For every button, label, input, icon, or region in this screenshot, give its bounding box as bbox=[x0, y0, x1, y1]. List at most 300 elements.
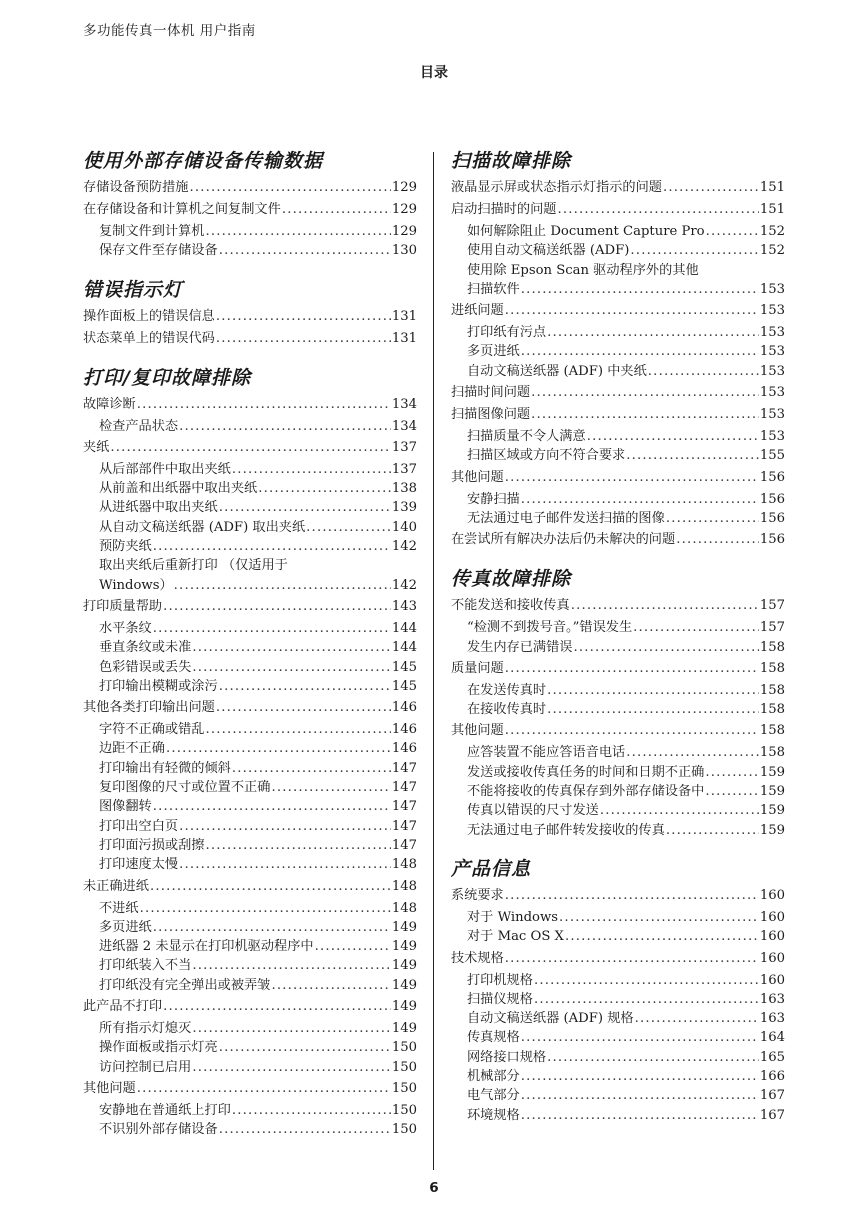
toc-page-number: 158 bbox=[759, 639, 785, 655]
toc-entry[interactable] bbox=[83, 1079, 417, 1099]
toc-page-number: 142 bbox=[391, 577, 417, 593]
toc-subentry[interactable] bbox=[83, 537, 417, 556]
toc-subentry[interactable] bbox=[451, 971, 785, 990]
toc-entry-text: 垂直条纹或未准 bbox=[99, 640, 192, 656]
toc-entry[interactable] bbox=[451, 659, 785, 679]
toc-page-number: 149 bbox=[391, 977, 417, 993]
toc-subentry[interactable] bbox=[451, 821, 785, 840]
toc-entry-text: 不能将接收的传真保存到外部存储设备中 bbox=[467, 784, 705, 800]
dot-leader bbox=[626, 446, 759, 465]
toc-page-number: 160 bbox=[759, 929, 785, 945]
dot-leader bbox=[163, 997, 391, 1017]
dot-leader bbox=[219, 1120, 391, 1139]
toc-page-number: 164 bbox=[759, 1030, 785, 1046]
section-title: 传真故障排除 bbox=[451, 568, 572, 591]
dot-leader bbox=[206, 836, 391, 855]
toc-page-number: 153 bbox=[759, 429, 785, 445]
dot-leader bbox=[192, 658, 391, 677]
dot-leader bbox=[137, 1079, 391, 1099]
toc-entry-text: 其他各类打印输出问题 bbox=[83, 700, 215, 716]
toc-entry-text: 打印出空白页 bbox=[99, 818, 179, 834]
toc-page-number: 147 bbox=[391, 799, 417, 815]
toc-entry[interactable] bbox=[83, 200, 417, 220]
dot-leader bbox=[521, 490, 759, 509]
toc-entry-text: 扫描质量不令人满意 bbox=[467, 429, 586, 445]
toc-entry-text: 未正确进纸 bbox=[83, 878, 149, 894]
toc-page-number: 147 bbox=[391, 760, 417, 776]
toc-subentry[interactable] bbox=[451, 1028, 785, 1047]
toc-entry-text: 进纸器 2 未显示在打印机驱动程序中 bbox=[99, 939, 314, 955]
toc-entry-text: 检查产品状态 bbox=[99, 418, 179, 434]
dot-leader bbox=[206, 720, 391, 739]
toc-page-number: 139 bbox=[391, 500, 417, 516]
toc-entry-text: 状态菜单上的错误代码 bbox=[83, 330, 215, 346]
toc-entry-text: 复制文件到计算机 bbox=[99, 224, 205, 239]
toc-subentry[interactable] bbox=[83, 417, 417, 436]
toc-subentry[interactable] bbox=[83, 976, 417, 995]
toc-page-number: 149 bbox=[391, 958, 417, 974]
toc-page-number: 156 bbox=[759, 532, 785, 548]
toc-entry-text: 此产品不打印 bbox=[83, 999, 163, 1015]
dot-leader bbox=[531, 383, 759, 403]
toc-entry[interactable] bbox=[451, 886, 785, 906]
toc-subentry[interactable] bbox=[83, 518, 417, 537]
toc-page-number: 146 bbox=[391, 722, 417, 738]
toc-entry-text: 使用自动文稿送纸器 (ADF) bbox=[467, 243, 630, 259]
toc-entry-text: 自动文稿送纸器 (ADF) 规格 bbox=[467, 1011, 634, 1027]
toc-page-number: 153 bbox=[759, 344, 785, 360]
toc-entry-text: 其他问题 bbox=[83, 1080, 136, 1096]
toc-entry-text: 自动文稿送纸器 (ADF) 中夹纸 bbox=[467, 363, 647, 379]
toc-entry-text: 多页进纸 bbox=[99, 919, 152, 935]
toc-entry-text: 预防夹纸 bbox=[99, 539, 152, 555]
dot-leader bbox=[630, 241, 758, 260]
toc-entry-text: 发送或接收传真任务的时间和日期不正确 bbox=[467, 764, 705, 780]
dot-leader bbox=[521, 1086, 759, 1105]
toc-entry[interactable] bbox=[451, 301, 785, 321]
dot-leader bbox=[706, 222, 759, 241]
toc-subentry[interactable] bbox=[451, 681, 785, 700]
toc-subentry[interactable] bbox=[451, 782, 785, 801]
toc-page-number: 137 bbox=[391, 439, 417, 455]
toc-subentry[interactable] bbox=[451, 323, 785, 342]
document-header: 多功能传真一体机 用户指南 bbox=[83, 23, 256, 39]
toc-entry-text: 不识别外部存储设备 bbox=[99, 1122, 218, 1138]
toc-subentry[interactable] bbox=[83, 1058, 417, 1077]
toc-entry-text: 如何解除阻止 Document Capture Pro bbox=[467, 224, 705, 239]
dot-leader bbox=[521, 342, 759, 361]
toc-entry[interactable] bbox=[451, 530, 785, 550]
toc-page-number: 129 bbox=[391, 224, 417, 239]
dot-leader bbox=[192, 956, 391, 975]
toc-page-number: 157 bbox=[759, 620, 785, 636]
toc-subentry[interactable] bbox=[451, 1009, 785, 1028]
toc-entry-text: 扫描仪规格 bbox=[467, 991, 533, 1007]
toc-entry-text: 其他问题 bbox=[451, 723, 504, 739]
toc-page-number: 159 bbox=[759, 784, 785, 800]
toc-entry-text: 在发送传真时 bbox=[467, 682, 547, 698]
dot-leader bbox=[219, 677, 391, 696]
dot-leader bbox=[635, 1009, 759, 1028]
toc-page-number: 152 bbox=[759, 224, 785, 239]
toc-page-number: 151 bbox=[759, 202, 785, 217]
toc-page-number: 148 bbox=[391, 900, 417, 916]
dot-leader bbox=[521, 1028, 759, 1047]
dot-leader bbox=[505, 949, 759, 969]
toc-entry-text: 所有指示灯熄灭 bbox=[99, 1021, 192, 1037]
dot-leader bbox=[232, 759, 391, 778]
toc-subentry[interactable] bbox=[451, 927, 785, 946]
toc-page-number: 150 bbox=[391, 1102, 417, 1118]
section-title: 使用外部存储设备传输数据 bbox=[83, 150, 324, 172]
dot-leader bbox=[558, 200, 759, 220]
toc-subentry[interactable] bbox=[83, 1120, 417, 1139]
toc-entry-text: 打印面污损或刮擦 bbox=[99, 837, 205, 853]
dot-leader bbox=[705, 782, 758, 801]
toc-subentry[interactable] bbox=[451, 763, 785, 782]
toc-subentry[interactable] bbox=[83, 1019, 417, 1038]
toc-page-number: 144 bbox=[391, 620, 417, 636]
dot-leader bbox=[600, 801, 759, 820]
dot-leader bbox=[534, 990, 759, 1009]
toc-entry[interactable] bbox=[451, 596, 785, 616]
toc-page-number: 146 bbox=[391, 700, 417, 716]
toc-subentry[interactable] bbox=[451, 362, 785, 381]
toc-page-number: 167 bbox=[759, 1088, 785, 1104]
dot-leader bbox=[663, 178, 759, 198]
toc-subentry[interactable] bbox=[451, 241, 785, 260]
toc-entry-text: 安静扫描 bbox=[467, 491, 520, 507]
toc-subentry[interactable] bbox=[83, 778, 417, 797]
toc-page-number: 137 bbox=[391, 461, 417, 477]
toc-entry[interactable] bbox=[83, 698, 417, 718]
toc-page-number: 144 bbox=[391, 640, 417, 656]
toc-page-number: 160 bbox=[759, 950, 785, 966]
dot-leader bbox=[531, 405, 759, 425]
dot-leader bbox=[137, 395, 391, 415]
toc-subentry[interactable] bbox=[451, 1048, 785, 1067]
toc-subentry[interactable] bbox=[83, 576, 417, 595]
toc-page-number: 131 bbox=[391, 308, 417, 324]
toc-page-number: 163 bbox=[759, 991, 785, 1007]
toc-entry-text: 打印输出模糊或涂污 bbox=[99, 678, 218, 694]
toc-entry-text: 色彩错误或丢失 bbox=[99, 659, 192, 675]
toc-entry[interactable] bbox=[451, 405, 785, 425]
dot-leader bbox=[192, 638, 391, 657]
toc-page-number: 140 bbox=[391, 519, 417, 535]
toc-subentry[interactable] bbox=[83, 720, 417, 739]
toc-entry[interactable] bbox=[83, 178, 417, 198]
toc-entry-text: 液晶显示屏或状态指示灯指示的问题 bbox=[451, 180, 662, 195]
toc-entry-text: 水平条纹 bbox=[99, 620, 152, 636]
toc-page-number: 129 bbox=[391, 202, 417, 217]
dot-leader bbox=[216, 698, 391, 718]
dot-leader bbox=[559, 908, 759, 927]
toc-subentry[interactable] bbox=[83, 1038, 417, 1057]
toc-entry-text: 系统要求 bbox=[451, 887, 504, 903]
dot-leader bbox=[174, 576, 391, 595]
toc-entry-text: 质量问题 bbox=[451, 660, 504, 676]
toc-entry-text[interactable]: 使用除 Epson Scan 驱动程序外的其他 bbox=[467, 262, 699, 278]
toc-entry-text: 从前盖和出纸器中取出夹纸 bbox=[99, 481, 258, 497]
section-title: 产品信息 bbox=[451, 857, 532, 880]
toc-page-number: 158 bbox=[759, 660, 785, 676]
toc-entry-text: 字符不正确或错乱 bbox=[99, 722, 205, 738]
toc-page-number: 160 bbox=[759, 972, 785, 988]
dot-leader bbox=[110, 438, 390, 458]
toc-entry-text: 扫描时间问题 bbox=[451, 385, 531, 401]
toc-page-number: 153 bbox=[759, 303, 785, 319]
toc-entry-text: 操作面板上的错误信息 bbox=[83, 308, 215, 324]
toc-entry-text: 打印速度太慢 bbox=[99, 857, 179, 873]
dot-leader bbox=[153, 797, 391, 816]
dot-leader bbox=[192, 1019, 391, 1038]
toc-subentry[interactable] bbox=[451, 743, 785, 762]
dot-leader bbox=[505, 468, 759, 488]
toc-subentry[interactable] bbox=[451, 490, 785, 509]
toc-page-number: 147 bbox=[391, 780, 417, 796]
dot-leader bbox=[315, 937, 391, 956]
toc-column-right bbox=[451, 146, 785, 1125]
dot-leader bbox=[547, 1048, 759, 1067]
toc-entry[interactable] bbox=[451, 178, 785, 198]
toc-page-number: 149 bbox=[391, 1021, 417, 1037]
toc-subentry[interactable] bbox=[83, 797, 417, 816]
toc-entry-text: 传真以错误的尺寸发送 bbox=[467, 803, 599, 819]
toc-entry-text: 扫描软件 bbox=[467, 281, 520, 297]
toc-page-number: 159 bbox=[759, 764, 785, 780]
toc-entry[interactable] bbox=[83, 877, 417, 897]
toc-entry-text: Windows） bbox=[99, 577, 173, 593]
dot-leader bbox=[192, 1058, 391, 1077]
toc-subentry[interactable] bbox=[83, 677, 417, 696]
toc-entry-text: 复印图像的尺寸或位置不正确 bbox=[99, 780, 271, 796]
toc-page-number: 146 bbox=[391, 741, 417, 757]
toc-subentry[interactable] bbox=[451, 1067, 785, 1086]
toc-entry-text: 无法通过电子邮件发送扫描的图像 bbox=[467, 510, 665, 526]
toc-page-number: 157 bbox=[759, 598, 785, 614]
toc-subentry[interactable] bbox=[83, 241, 417, 260]
toc-subentry[interactable] bbox=[451, 638, 785, 657]
toc-page-number: 150 bbox=[391, 1040, 417, 1056]
toc-subentry[interactable] bbox=[451, 908, 785, 927]
toc-subentry[interactable] bbox=[83, 918, 417, 937]
toc-subentry[interactable] bbox=[83, 956, 417, 975]
toc-entry[interactable] bbox=[451, 383, 785, 403]
toc-page-number: 134 bbox=[391, 396, 417, 412]
toc-entry[interactable] bbox=[83, 597, 417, 617]
toc-subentry[interactable] bbox=[451, 801, 785, 820]
toc-entry-text: 操作面板或指示灯亮 bbox=[99, 1040, 218, 1056]
toc-subentry[interactable] bbox=[451, 990, 785, 1009]
toc-entry-text: 从后部部件中取出夹纸 bbox=[99, 461, 231, 477]
toc-entry-text: 打印纸装入不当 bbox=[99, 958, 192, 974]
toc-page-number: 151 bbox=[759, 180, 785, 195]
toc-entry[interactable] bbox=[83, 997, 417, 1017]
toc-page-number: 153 bbox=[759, 281, 785, 297]
toc-subentry[interactable] bbox=[83, 739, 417, 758]
dot-leader bbox=[666, 821, 759, 840]
toc-subentry[interactable] bbox=[83, 222, 417, 241]
dot-leader bbox=[150, 877, 391, 897]
toc-subentry[interactable] bbox=[451, 1106, 785, 1125]
toc-subentry[interactable] bbox=[451, 342, 785, 361]
toc-entry-text: 访问控制已启用 bbox=[99, 1059, 192, 1075]
toc-entry-text: 从进纸器中取出夹纸 bbox=[99, 500, 218, 516]
toc-subentry[interactable] bbox=[83, 855, 417, 874]
toc-subentry[interactable] bbox=[83, 658, 417, 677]
toc-entry-text: 保存文件至存储设备 bbox=[99, 243, 218, 259]
dot-leader bbox=[216, 329, 391, 349]
toc-entry-text: 扫描图像问题 bbox=[451, 407, 531, 423]
toc-entry-text: 无法通过电子邮件转发接收的传真 bbox=[467, 822, 665, 838]
toc-column-left bbox=[83, 146, 417, 1140]
dot-leader bbox=[587, 427, 759, 446]
section-title: 打印/复印故障排除 bbox=[83, 366, 251, 389]
dot-leader bbox=[633, 618, 759, 637]
toc-page-number: 145 bbox=[391, 678, 417, 694]
dot-leader bbox=[505, 886, 759, 906]
toc-entry[interactable] bbox=[451, 721, 785, 741]
toc-entry-text: 在存储设备和计算机之间复制文件 bbox=[83, 202, 281, 217]
toc-entry-text: 安静地在普通纸上打印 bbox=[99, 1102, 231, 1118]
dot-leader bbox=[547, 681, 759, 700]
toc-page-number: 158 bbox=[759, 682, 785, 698]
dot-leader bbox=[666, 509, 759, 528]
toc-page-number: 153 bbox=[759, 363, 785, 379]
toc-page-number: 166 bbox=[759, 1069, 785, 1085]
dot-leader bbox=[153, 619, 391, 638]
toc-entry-text: 故障诊断 bbox=[83, 396, 136, 412]
dot-leader bbox=[153, 537, 391, 556]
toc-page-number: 148 bbox=[391, 878, 417, 894]
dot-leader bbox=[153, 918, 391, 937]
toc-subentry[interactable] bbox=[83, 460, 417, 479]
toc-entry-text: 机械部分 bbox=[467, 1069, 520, 1085]
dot-leader bbox=[258, 479, 391, 498]
toc-subentry[interactable] bbox=[83, 1101, 417, 1120]
toc-entry-text: 打印输出有轻微的倾斜 bbox=[99, 760, 231, 776]
toc-entry[interactable] bbox=[451, 949, 785, 969]
toc-entry-text: 打印机规格 bbox=[467, 972, 533, 988]
dot-leader bbox=[571, 596, 759, 616]
dot-leader bbox=[219, 1038, 391, 1057]
toc-page-number: 155 bbox=[759, 448, 785, 464]
section-title: 错误指示灯 bbox=[83, 278, 184, 301]
toc-subentry[interactable] bbox=[451, 280, 785, 299]
toc-entry[interactable] bbox=[83, 307, 417, 327]
toc-page-number: 167 bbox=[759, 1107, 785, 1123]
toc-subentry[interactable] bbox=[83, 498, 417, 517]
toc-entry-text: “检测不到拨号音。”错误发生 bbox=[467, 620, 633, 636]
dot-leader bbox=[705, 763, 758, 782]
toc-subentry[interactable] bbox=[451, 446, 785, 465]
toc-entry-text: 传真规格 bbox=[467, 1030, 520, 1046]
toc-subentry[interactable] bbox=[83, 479, 417, 498]
toc-subentry[interactable] bbox=[451, 222, 785, 241]
toc-entry[interactable] bbox=[83, 395, 417, 415]
page-title: 目录 bbox=[420, 65, 448, 81]
toc-subentry[interactable] bbox=[83, 899, 417, 918]
toc-page-number: 131 bbox=[391, 330, 417, 346]
toc-entry-text: 环境规格 bbox=[467, 1107, 520, 1123]
dot-leader bbox=[219, 498, 391, 517]
toc-subentry[interactable] bbox=[451, 1086, 785, 1105]
toc-entry-text: 从自动文稿送纸器 (ADF) 取出夹纸 bbox=[99, 519, 306, 535]
toc-subentry[interactable] bbox=[83, 619, 417, 638]
toc-page-number: 149 bbox=[391, 919, 417, 935]
toc-page-number: 160 bbox=[759, 887, 785, 903]
dot-leader bbox=[140, 899, 391, 918]
toc-page-number: 147 bbox=[391, 837, 417, 853]
toc-page-number: 149 bbox=[391, 939, 417, 955]
dot-leader bbox=[306, 518, 391, 537]
toc-entry[interactable] bbox=[83, 329, 417, 349]
toc-page-number: 145 bbox=[391, 659, 417, 675]
toc-page-number: 148 bbox=[391, 857, 417, 873]
toc-subentry[interactable] bbox=[451, 618, 785, 637]
toc-subentry[interactable] bbox=[83, 836, 417, 855]
toc-page-number: 156 bbox=[759, 491, 785, 507]
toc-page-number: 153 bbox=[759, 325, 785, 341]
toc-entry-text: 打印纸有污点 bbox=[467, 325, 547, 341]
toc-page-number: 153 bbox=[759, 407, 785, 423]
toc-entry-text: 对于 Windows bbox=[467, 909, 559, 925]
toc-entry-text: 打印纸没有完全弹出或被弄皱 bbox=[99, 977, 271, 993]
dot-leader bbox=[521, 1067, 759, 1086]
toc-page-number: 134 bbox=[391, 418, 417, 434]
dot-leader bbox=[219, 241, 391, 260]
toc-page-number: 158 bbox=[759, 745, 785, 761]
toc-entry-text: 存储设备预防措施 bbox=[83, 180, 189, 195]
toc-page-number: 158 bbox=[759, 723, 785, 739]
toc-page-number: 147 bbox=[391, 818, 417, 834]
toc-entry-text: 进纸问题 bbox=[451, 303, 504, 319]
dot-leader bbox=[626, 743, 759, 762]
toc-subentry[interactable] bbox=[83, 638, 417, 657]
toc-entry-text: 应答装置不能应答语音电话 bbox=[467, 745, 626, 761]
toc-subentry[interactable] bbox=[83, 817, 417, 836]
page-number: 6 bbox=[429, 1180, 439, 1196]
toc-entry-text: 不能发送和接收传真 bbox=[451, 598, 570, 614]
toc-subentry[interactable] bbox=[83, 759, 417, 778]
toc-subentry[interactable] bbox=[83, 937, 417, 956]
toc-subentry[interactable] bbox=[451, 509, 785, 528]
toc-page-number: 158 bbox=[759, 702, 785, 718]
toc-entry-text[interactable]: 取出夹纸后重新打印 （仅适用于 bbox=[99, 558, 288, 574]
toc-page-number: 129 bbox=[391, 180, 417, 195]
toc-entry[interactable] bbox=[83, 438, 417, 458]
toc-entry-text: 打印质量帮助 bbox=[83, 598, 163, 614]
dot-leader bbox=[676, 530, 759, 550]
dot-leader bbox=[282, 200, 391, 220]
dot-leader bbox=[190, 178, 391, 198]
toc-subentry[interactable] bbox=[451, 700, 785, 719]
toc-page-number: 159 bbox=[759, 803, 785, 819]
toc-subentry[interactable] bbox=[451, 427, 785, 446]
toc-page-number: 165 bbox=[759, 1049, 785, 1065]
dot-leader bbox=[521, 280, 759, 299]
toc-entry-text: 夹纸 bbox=[83, 439, 110, 455]
toc-page-number: 160 bbox=[759, 909, 785, 925]
toc-entry[interactable] bbox=[451, 468, 785, 488]
dot-leader bbox=[232, 1101, 391, 1120]
dot-leader bbox=[271, 976, 390, 995]
dot-leader bbox=[206, 222, 391, 241]
toc-entry[interactable] bbox=[451, 200, 785, 220]
dot-leader bbox=[179, 855, 391, 874]
toc-entry-text: 其他问题 bbox=[451, 469, 504, 485]
